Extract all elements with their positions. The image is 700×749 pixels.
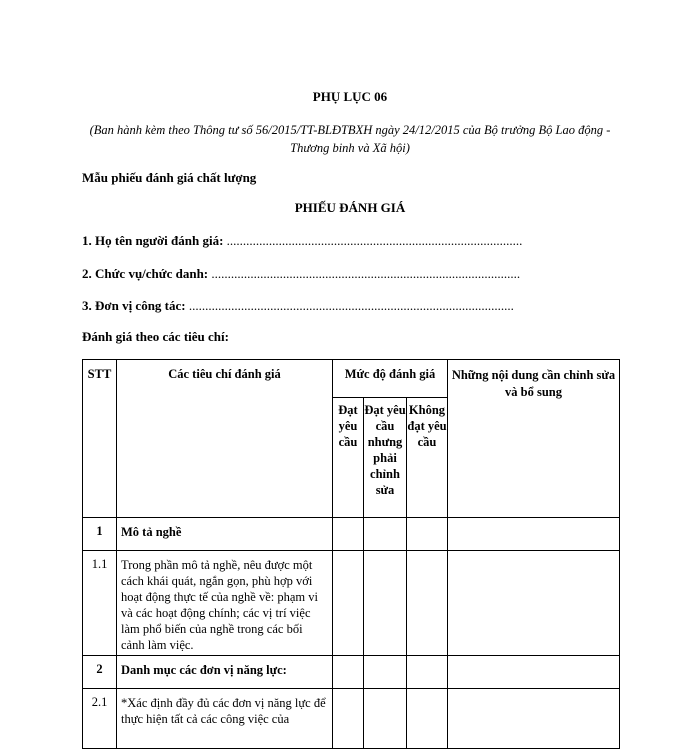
cell-pass-with-revision[interactable] [364,689,407,749]
table-row [83,656,620,689]
row-stt: 2.1 [83,689,117,749]
cell-pass[interactable] [333,551,364,656]
fill-in-dots: ........................................................................................... [223,233,523,248]
evaluator-name-field [82,233,522,249]
cell-notes[interactable] [448,689,620,749]
cell-fail[interactable] [407,551,448,656]
header-revisions-needed: Những nội dung cần chỉnh sửa và bổ sung [448,360,620,518]
level-option-fail: Không đạt yêu cầu [407,398,448,518]
level-option-pass-with-revision: Đạt yêu cầu nhưng phải chỉnh sửa [364,398,407,518]
cell-pass[interactable] [333,656,364,689]
header-evaluation-level: Mức độ đánh giá [333,360,448,398]
row-criteria: *Xác định đầy đủ các đơn vị năng lực để thực hiện tất cả các công việc của [117,689,333,749]
fill-in-dots: ............................................................................................... [208,266,521,281]
row-stt: 2 [83,656,117,689]
cell-fail[interactable] [407,656,448,689]
cell-notes[interactable] [448,656,620,689]
row-stt: 1.1 [83,551,117,656]
fill-in-dots: .................................................................................................... [185,298,514,313]
cell-pass-with-revision[interactable] [364,551,407,656]
table-row [83,689,620,749]
row-criteria: Danh mục các đơn vị năng lực: [117,656,333,689]
row-stt: 1 [83,518,117,551]
field-label: 2. Chức vụ/chức danh: [82,266,209,281]
cell-notes[interactable] [448,518,620,551]
criteria-heading: Đánh giá theo các tiêu chí: [82,329,229,344]
row-criteria: Trong phần mô tả nghề, nêu được một cách khái quát, ngắn gọn, phù hợp với hoạt động thực tế của nghề về: phạm vi và các hoạt động chính; các vị trí việc làm phổ biến của nghề trong các bối cảnh làm việc. [117,551,333,656]
evaluation-table [82,359,620,749]
table-row [83,551,620,656]
table-header-row [83,360,620,398]
header-criteria: Các tiêu chí đánh giá [117,360,333,518]
field-label: 3. Đơn vị công tác: [82,298,186,313]
cell-pass[interactable] [333,689,364,749]
cell-fail[interactable] [407,689,448,749]
appendix-title: PHỤ LỤC 06 [312,89,388,104]
level-option-pass: Đạt yêu cầu [333,398,364,518]
table-row [83,518,620,551]
position-field [82,266,520,282]
cell-pass-with-revision[interactable] [364,518,407,551]
work-unit-field [82,298,514,314]
header-stt: STT [83,360,117,518]
cell-fail[interactable] [407,518,448,551]
cell-notes[interactable] [448,551,620,656]
cell-pass[interactable] [333,518,364,551]
issued-note: (Ban hành kèm theo Thông tư số 56/2015/TT-BLĐTBXH ngày 24/12/2015 của Bộ trưởng Bộ Lao động - Thương binh và Xã hội) [89,123,611,155]
row-criteria: Mô tả nghề [117,518,333,551]
cell-pass-with-revision[interactable] [364,656,407,689]
form-name: Mẫu phiếu đánh giá chất lượng [82,170,257,185]
form-title: PHIẾU ĐÁNH GIÁ [294,200,406,215]
field-label: 1. Họ tên người đánh giá: [82,233,224,248]
